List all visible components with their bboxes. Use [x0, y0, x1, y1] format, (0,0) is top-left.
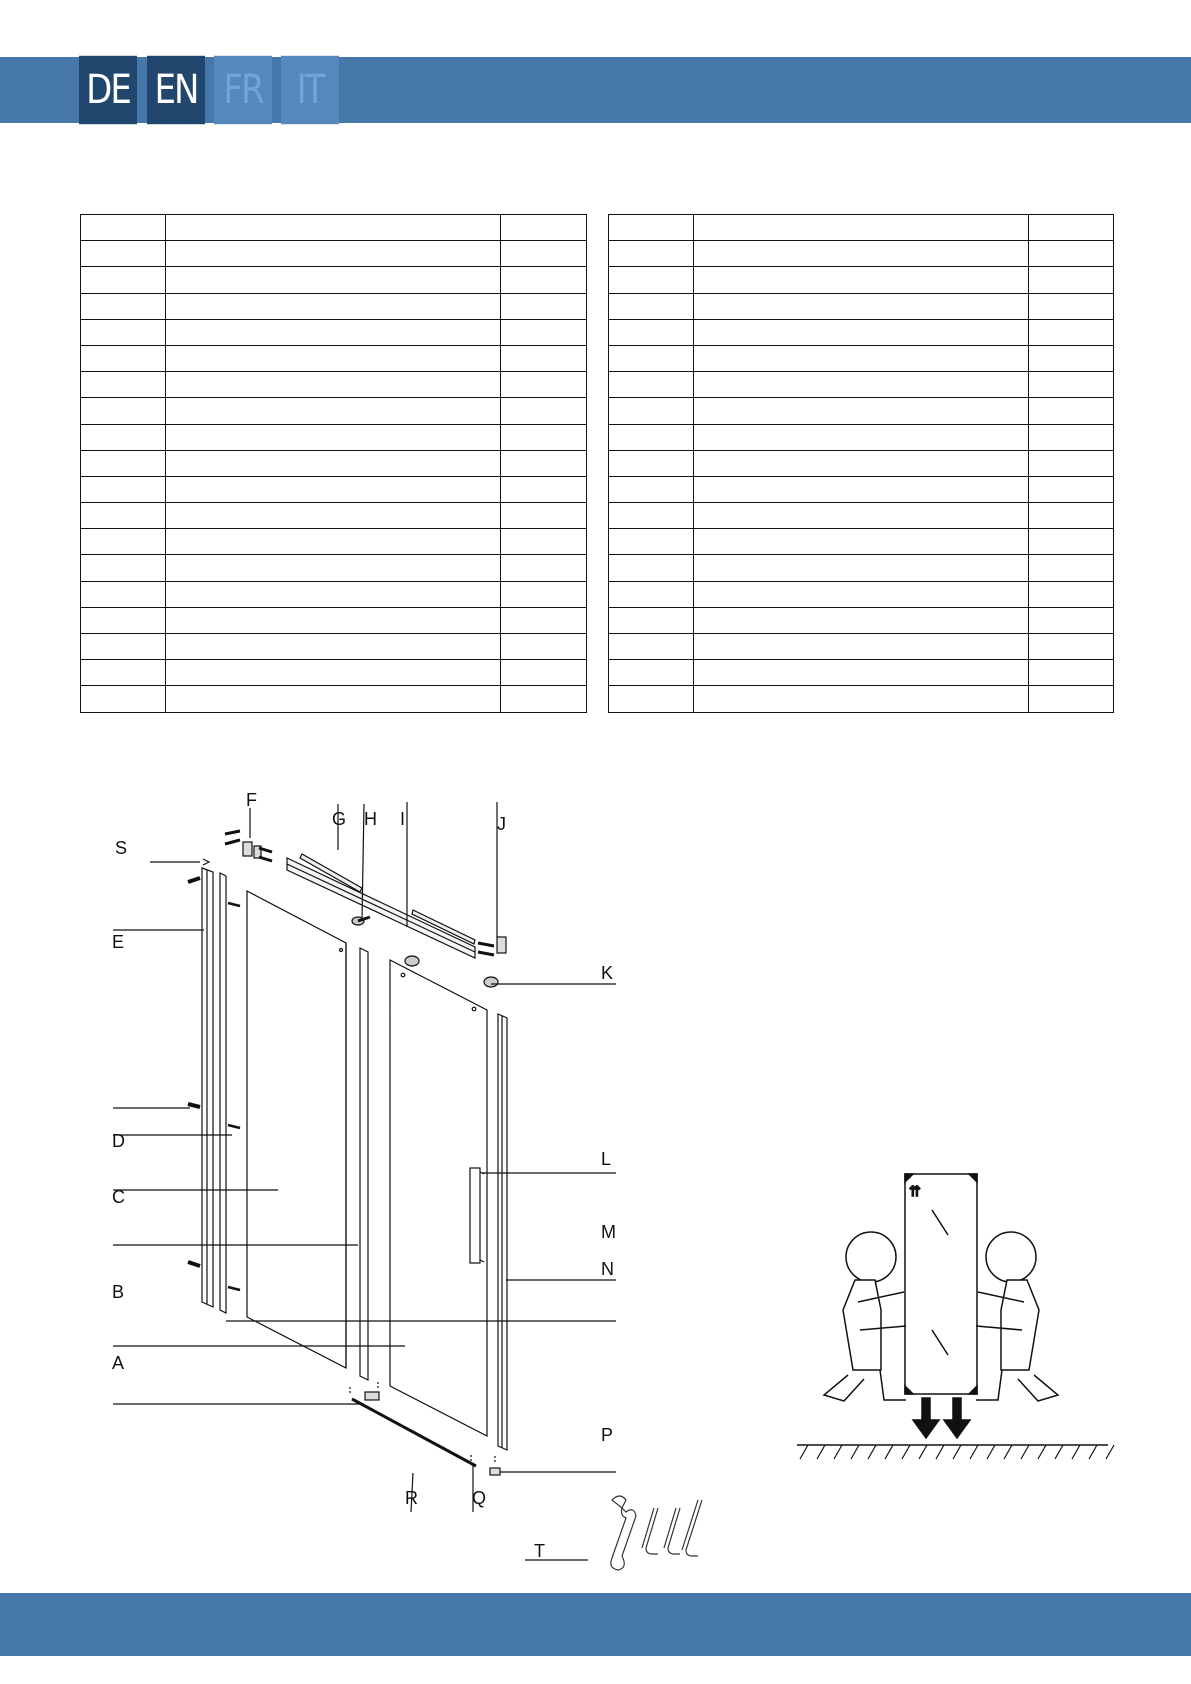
label-n: N — [601, 1259, 614, 1279]
part-quantity-cell — [1029, 293, 1114, 319]
table-row — [609, 686, 1114, 712]
part-quantity-cell — [501, 267, 587, 293]
table-row — [609, 634, 1114, 660]
part-number-cell — [609, 476, 694, 502]
part-quantity-cell — [1029, 215, 1114, 241]
part-number-cell — [609, 450, 694, 476]
part-quantity-cell — [1029, 450, 1114, 476]
part-number-cell — [609, 660, 694, 686]
table-row — [609, 267, 1114, 293]
part-number-cell — [609, 555, 694, 581]
part-quantity-cell — [501, 503, 587, 529]
table-row — [609, 241, 1114, 267]
table-row — [609, 215, 1114, 241]
part-quantity-cell — [1029, 581, 1114, 607]
label-f: F — [246, 790, 257, 810]
part-number-cell — [81, 398, 166, 424]
part-description-cell — [694, 319, 1029, 345]
part-quantity-cell — [501, 634, 587, 660]
part-description-cell — [694, 555, 1029, 581]
part-number-cell — [609, 634, 694, 660]
part-number-cell — [81, 450, 166, 476]
label-a: A — [112, 1353, 125, 1373]
part-description-cell — [166, 476, 501, 502]
label-j: J — [497, 814, 506, 834]
table-row — [609, 319, 1114, 345]
exploded-assembly-diagram — [0, 790, 1191, 1590]
wrench-and-allen-keys-icon — [611, 1496, 702, 1570]
part-number-cell — [609, 241, 694, 267]
part-description-cell — [694, 372, 1029, 398]
part-description-cell — [694, 267, 1029, 293]
part-number-cell — [609, 424, 694, 450]
part-quantity-cell — [501, 345, 587, 371]
table-row — [81, 345, 587, 371]
part-number-cell — [81, 607, 166, 633]
part-number-cell — [81, 503, 166, 529]
part-description-cell — [166, 267, 501, 293]
part-description-cell — [694, 450, 1029, 476]
table-row — [81, 398, 587, 424]
part-quantity-cell — [501, 450, 587, 476]
part-quantity-cell — [501, 660, 587, 686]
part-number-cell — [81, 581, 166, 607]
part-number-cell — [81, 372, 166, 398]
part-quantity-cell — [501, 398, 587, 424]
part-description-cell — [694, 503, 1029, 529]
part-quantity-cell — [1029, 529, 1114, 555]
part-description-cell — [166, 398, 501, 424]
table-row — [81, 424, 587, 450]
label-h: H — [364, 809, 377, 829]
part-description-cell — [166, 450, 501, 476]
part-number-cell — [81, 555, 166, 581]
part-description-cell — [166, 372, 501, 398]
part-description-cell — [694, 215, 1029, 241]
part-number-cell — [81, 424, 166, 450]
table-row — [81, 581, 587, 607]
part-quantity-cell — [501, 555, 587, 581]
table-row — [609, 293, 1114, 319]
part-number-cell — [609, 345, 694, 371]
table-row — [81, 293, 587, 319]
part-number-cell — [81, 241, 166, 267]
table-row — [609, 529, 1114, 555]
label-q: Q — [472, 1488, 487, 1508]
part-description-cell — [166, 529, 501, 555]
part-quantity-cell — [501, 476, 587, 502]
part-quantity-cell — [501, 607, 587, 633]
part-description-cell — [694, 529, 1029, 555]
part-description-cell — [694, 476, 1029, 502]
part-description-cell — [694, 581, 1029, 607]
part-quantity-cell — [501, 241, 587, 267]
part-number-cell — [81, 293, 166, 319]
table-row — [609, 372, 1114, 398]
part-quantity-cell — [1029, 476, 1114, 502]
table-row — [81, 555, 587, 581]
part-number-cell — [609, 607, 694, 633]
part-quantity-cell — [1029, 398, 1114, 424]
table-row — [81, 634, 587, 660]
part-description-cell — [166, 660, 501, 686]
lang-tab-fr[interactable]: FR — [214, 56, 272, 124]
part-description-cell — [694, 660, 1029, 686]
parts-table-right — [608, 214, 1114, 713]
table-row — [609, 345, 1114, 371]
part-number-cell — [609, 581, 694, 607]
part-number-cell — [81, 345, 166, 371]
two-people-carrying-glass-panel-icon — [797, 1174, 1108, 1445]
table-row — [81, 607, 587, 633]
part-number-cell — [609, 686, 694, 712]
label-t: T — [534, 1541, 545, 1561]
part-quantity-cell — [1029, 319, 1114, 345]
table-row — [609, 398, 1114, 424]
part-number-cell — [609, 319, 694, 345]
part-description-cell — [166, 319, 501, 345]
table-row — [81, 450, 587, 476]
parts-table-left — [80, 214, 587, 713]
part-quantity-cell — [1029, 345, 1114, 371]
part-description-cell — [694, 293, 1029, 319]
label-i: I — [400, 809, 406, 829]
label-e: E — [112, 932, 125, 952]
part-quantity-cell — [1029, 267, 1114, 293]
part-description-cell — [166, 607, 501, 633]
table-row — [81, 686, 587, 712]
table-row — [81, 319, 587, 345]
part-number-cell — [81, 660, 166, 686]
part-description-cell — [694, 398, 1029, 424]
table-row — [609, 424, 1114, 450]
lang-tab-en[interactable]: EN — [147, 56, 205, 124]
label-m: M — [601, 1222, 616, 1242]
table-row — [81, 215, 587, 241]
part-description-cell — [166, 555, 501, 581]
part-quantity-cell — [1029, 241, 1114, 267]
part-description-cell — [166, 241, 501, 267]
part-number-cell — [81, 319, 166, 345]
part-number-cell — [609, 293, 694, 319]
up-arrows-icon: ⇈ — [909, 1183, 921, 1199]
table-row — [81, 476, 587, 502]
part-quantity-cell — [501, 686, 587, 712]
part-quantity-cell — [1029, 503, 1114, 529]
part-number-cell — [609, 215, 694, 241]
part-quantity-cell — [501, 581, 587, 607]
part-description-cell — [166, 345, 501, 371]
part-quantity-cell — [1029, 634, 1114, 660]
table-row — [81, 660, 587, 686]
footer-bar — [0, 1593, 1191, 1656]
label-d: D — [112, 1131, 125, 1151]
part-quantity-cell — [1029, 607, 1114, 633]
part-quantity-cell — [1029, 660, 1114, 686]
part-number-cell — [81, 215, 166, 241]
part-quantity-cell — [501, 372, 587, 398]
table-row — [609, 607, 1114, 633]
label-k: K — [601, 963, 614, 983]
part-description-cell — [166, 215, 501, 241]
part-number-cell — [609, 372, 694, 398]
table-row — [81, 267, 587, 293]
part-description-cell — [694, 241, 1029, 267]
label-c: C — [112, 1187, 125, 1207]
part-description-cell — [166, 293, 501, 319]
part-description-cell — [694, 424, 1029, 450]
table-row — [81, 241, 587, 267]
ground-hatching — [800, 1445, 1114, 1459]
part-quantity-cell — [501, 215, 587, 241]
table-row — [81, 529, 587, 555]
part-description-cell — [694, 634, 1029, 660]
lang-tab-de[interactable]: DE — [79, 56, 137, 124]
lang-tab-it[interactable]: IT — [281, 56, 339, 124]
table-row — [81, 503, 587, 529]
label-s: S — [115, 838, 128, 858]
part-description-cell — [694, 686, 1029, 712]
part-number-cell — [609, 503, 694, 529]
part-number-cell — [81, 476, 166, 502]
part-description-cell — [694, 345, 1029, 371]
label-g: G — [332, 809, 347, 829]
part-quantity-cell — [501, 293, 587, 319]
part-quantity-cell — [501, 529, 587, 555]
part-quantity-cell — [501, 424, 587, 450]
table-row — [609, 503, 1114, 529]
label-p: P — [601, 1425, 614, 1445]
part-quantity-cell — [1029, 686, 1114, 712]
part-quantity-cell — [1029, 555, 1114, 581]
table-row — [609, 555, 1114, 581]
part-number-cell — [81, 686, 166, 712]
part-number-cell — [81, 634, 166, 660]
table-row — [81, 372, 587, 398]
part-description-cell — [166, 581, 501, 607]
table-row — [609, 476, 1114, 502]
label-l: L — [601, 1149, 612, 1169]
part-number-cell — [81, 529, 166, 555]
part-description-cell — [166, 503, 501, 529]
table-row — [609, 450, 1114, 476]
part-quantity-cell — [501, 319, 587, 345]
label-b: B — [112, 1282, 125, 1302]
table-row — [609, 581, 1114, 607]
part-description-cell — [166, 424, 501, 450]
table-row — [609, 660, 1114, 686]
part-number-cell — [609, 398, 694, 424]
part-number-cell — [81, 267, 166, 293]
part-description-cell — [694, 607, 1029, 633]
part-description-cell — [166, 634, 501, 660]
part-quantity-cell — [1029, 372, 1114, 398]
label-r: R — [405, 1488, 418, 1508]
part-description-cell — [166, 686, 501, 712]
part-number-cell — [609, 529, 694, 555]
part-quantity-cell — [1029, 424, 1114, 450]
part-number-cell — [609, 267, 694, 293]
